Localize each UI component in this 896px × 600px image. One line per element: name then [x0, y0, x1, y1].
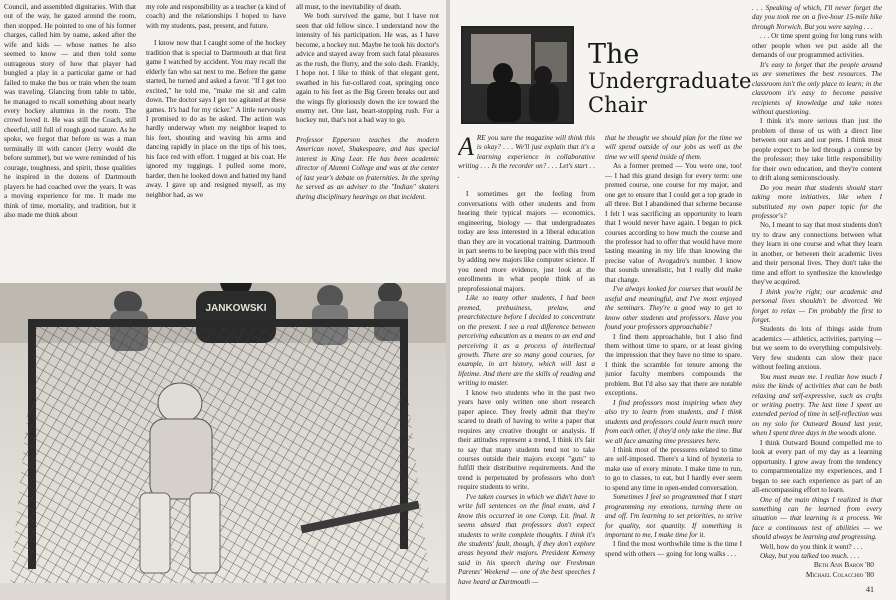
- right-col-2: [605, 134, 742, 600]
- paragraph: Do you mean that students should start taking more initiatives, like when I substituted my own paper topic for the professor's?: [752, 183, 882, 220]
- intro-paragraph: [458, 134, 595, 181]
- paragraph: Like so many other students, I had been premed, prebusiness, prelaw, and prearchitecture before I decided to concentrate on the present. I see a real difference between perceiving education as a means to an end and perceiving it as a process of intellectual growth. There are so many good courses, for example, in art history, which will last a lifetime. And there are the skills of reading and writing to master.: [458, 294, 595, 388]
- paragraph: You must mean me. I realize how much I miss the kinds of activities that can be both relaxing and self-expressive, such as crafts or writing poetry. The last time I spent an extended period of time in self-reflection was on my solo for Outward Bound last year, when I spent three days in the woods alone.: [752, 372, 882, 438]
- left-page: [0, 0, 446, 600]
- right-col-1: [458, 134, 595, 600]
- paragraph: As a former premed — You were one, too! — I had this grand design for every term: one premed course, one course for my major, and one get to ensure that I could get a top grade in all three. But I abandoned that scheme because I felt I was sacrificing an opportunity to learn that I would never have again. I began to pick courses according to how much the course and the professor had to offer that would have more lasting meaning in my life than knowing the precise value of Avogadro's number. I know that sounds unrealistic, but I really did make that change.: [605, 162, 742, 284]
- left-col-2: [146, 3, 286, 281]
- paragraph: I know two students who in the past two years have only written one short research paper apiece. They freely admit that they're scared to death of having to write a paper that requires any creative thought or analysis. If their attitudes represent a trend, I think it's fair to say that many students tend not to take courses outside their majors except "guts" to fulfill their distributive requirements. And the trend is perpetuated by professors who don't require students to write.: [458, 388, 595, 492]
- signature-2: Michael Colacchio '80: [805, 570, 874, 579]
- signature-1: Beth Ann Baron '80: [813, 560, 874, 569]
- article-title: [588, 40, 752, 117]
- paragraph: all must, to the inevitability of death.: [296, 3, 402, 11]
- paragraph: I think most of the pressures related to time are self-imposed. There's a kind of hysteria to make use of every minute. I make time to run, to go to classes, to eat, but I hardly ever seem to spend any time in open-ended conversation.: [605, 445, 742, 492]
- title-line-3: Chair: [588, 93, 647, 117]
- jersey-name: JANKOWSKI: [205, 303, 267, 314]
- page-number: 41: [866, 585, 874, 594]
- left-col-3: [296, 3, 439, 281]
- paragraph: I find the most worthwhile time is the time I spend with others — going for long walks . . .: [605, 540, 742, 558]
- paragraph: No, I meant to say that most students don't try to draw any connections between what they learn in one course and what they learn in another, or between their academic lives and their personal lives. They don't take the time and effort to synthesize the knowledge they've acquired.: [752, 221, 882, 287]
- paragraph: I find professors most inspiring when they also try to learn from students, and I think students and professors could learn much more from each other, if they'd only take the time. But we all face amazing time pressures here.: [605, 398, 742, 445]
- intro-text: RE you sure the magazine will think this is okay? . . . We'll just explain that it's a learning experience in collaborative writing . . . Is the recorder on? . . . Let's start . . .: [458, 134, 595, 180]
- paragraph: I think Outward Bound compelled me to look at every part of my day as a learning opportunity. I grew away from the tendency to compartmentalize my experiences, and I began to see each experience as part of an all-encompassing effort to learn.: [752, 438, 882, 495]
- author-bio: Professor Epperson teaches the modern American novel, Shakespeare, and has special interest in King Lear. He has been academic director of Alumni College and was at the center of last year's debate on fraternities. In the spring he served as an adviser to the "Indian" skaters during disciplinary hearings on that incident.: [296, 135, 439, 201]
- title-line-2: Undergraduate: [588, 69, 752, 93]
- paragraph: We both survived the game, but I have not seen that old fellow since. I understand now the intensity of his participation. He was, as I have become, a hockey nut. Maybe he took his doctor's advice and stayed away from such fatal pleasures as the rush, the flurry, and the solo dash. Frankly, I hope not. I like to think of that elegant gent, swathed in his fur-collared coat, springing once again to his feet as the Big Green breaks out and the wings fly gloriously down the ice toward the enemy net. One last, heart-stopping rush. For a hockey nut, that's not a bad way to go.: [296, 12, 439, 125]
- paragraph: It's easy to forget that the people around us are sometimes the best resources. The classroom isn't the only place to learn; in the classroom it's easy to become passive recipients of knowledge and take notes without questioning.: [752, 60, 882, 116]
- paragraph: I find them approachable, but I also find them without time to spare, or at least giving the impression that they have no time to spare. I think the scramble for tenure among the junior faculty members compounds the problem. But I'd also say that there are notable exceptions.: [605, 332, 742, 398]
- paragraph: my role and responsibility as a teacher (a kind of coach) and the relationships I hoped to have with my students, past, present, and future.: [146, 3, 286, 30]
- title-line-1: The: [588, 39, 640, 70]
- paragraph: I've taken courses in which we didn't have to write full sentences on the final exam, and I know this occurred in one Comp. Lit. final. It seems absurd that professors don't expect students to write complete thoughts. I think it's the students' fault, though, if they don't explore areas beyond their majors. President Kemeny said in his speech during our Freshman Parents' Weekend — one of the best speeches I have heard at Dartmouth —: [458, 492, 595, 586]
- paragraph: . . . Or time spent going for long runs with other people when we put aside all the demands of our programmed activities.: [752, 32, 882, 60]
- paragraph: Students do lots of things aside from academics — athletics, activities, partying — but we seem to do everything compulsively. Very few students can slow their pace without feeling anxious.: [752, 325, 882, 372]
- right-col-3: [752, 4, 882, 564]
- paragraph: Council, and assembled dignitaries. With that out of the way, he gazed around the room, then stopped. He pointed to one of his former charges, called him by name, asked after the wife and kids — whose names he also seemed to know — and then told some outrageous story of how that player had bungled a play in a particular game or had failed to make the bus or train when the team was traveling. Glancing from table to table, he managed to recall something about nearly every hockey alumnus in the room. The crowd loved it. He was still the Coach, still cheerful, still full of rough good nature. As he spoke, we forgot that before us was a man terminally ill with cancer (Jerry would die before summer), but we were reminded of his courage, toughness, and spirit, those qualities he inspired in the dozens of Dartmouth players he had coached over the years. It was a moving experience for me. It made me think of time, mortality, and tradition, but it also made me think about: [4, 3, 136, 219]
- paragraph: One of the main things I realized is that something can be learned from every situation — that learning is a process. We face a continuous test of abilities — we should always be learning and progressing.: [752, 495, 882, 542]
- paragraph: . . . Speaking of which, I'll never forget the day you took me on a five-hour 15-mile hike through Norwich. But you were saying . . .: [752, 4, 882, 31]
- paragraph: I know now that I caught some of the hockey tradition that is special to Dartmouth at that first game I watched by accident. You may recall the elderly fan who sat next to me. Before the game started, he turned and asked a favor. "If I get too excited," he told me, "make me sit and calm down. The doctor says I get too agitated at these games. It's bad for my ticker." A little nervously I promised to do as he asked. The action was hardly underway when my neighbor leaped to his feet, shouting and waving his arms and dancing rapidly in place on the tips of his toes, his face red with effort. I tugged at his coat. He ignored my tuggings. I pulled some more, harder, then he looked down and batted my hand away. I gave up and resigned myself, as my neighbor had, as we: [146, 39, 286, 199]
- paragraph: I think you're right; our academic and personal lives shouldn't be divorced. We forget to relax — I'm probably the first to forget.: [752, 287, 882, 324]
- drop-cap: A: [458, 134, 474, 161]
- paragraph: that he thought we should plan for the time we will spend outside of our jobs as well as the time we will spend inside of them.: [605, 134, 742, 161]
- right-col-1-body: [458, 190, 595, 587]
- paragraph: I sometimes get the feeling from conversations with other students and from hearing their typical majors — economics, engineering, biology — that undergraduates today are less interested in a liberal education than they are in vocational training. Dartmouth in part seems to be keeping pace with this trend by adding new majors like computer science. If you need more evidence, just look at the enrollments in what people think of as preprofessional majors.: [458, 190, 595, 293]
- right-col-3-body: [752, 4, 882, 562]
- paragraph: I think it's more serious than just the problem of those of us with a direct line between our ears and our pens. I think most people expect to be led through a course by the professor; they take little responsibility for their own education, and they're content to drift along semiconsciously.: [752, 117, 882, 183]
- paragraph: Well, how do you think it went? . . .: [760, 542, 863, 551]
- right-col-2-body: [605, 134, 742, 559]
- header-photo: [461, 26, 574, 124]
- paragraph: Sometimes I feel so programmed that I start programming my emotions, turning them on and off. I'm learning to set priorities, to strive for quality, not quantity. If something is important to me, I make time for it.: [605, 493, 742, 540]
- hockey-photo-illustration: [0, 283, 446, 600]
- hockey-goal-photo: [0, 283, 446, 600]
- paragraph: I've always looked for courses that would be useful and meaningful, and I've most enjoyed the seminars. They're a good way to get to know other students and professors. Have you found your professors approachable?: [605, 285, 742, 332]
- silhouettes-illustration: [463, 28, 572, 122]
- left-col-1: [4, 3, 136, 281]
- paragraph: Okay, but you talked too much. . . .: [760, 552, 860, 561]
